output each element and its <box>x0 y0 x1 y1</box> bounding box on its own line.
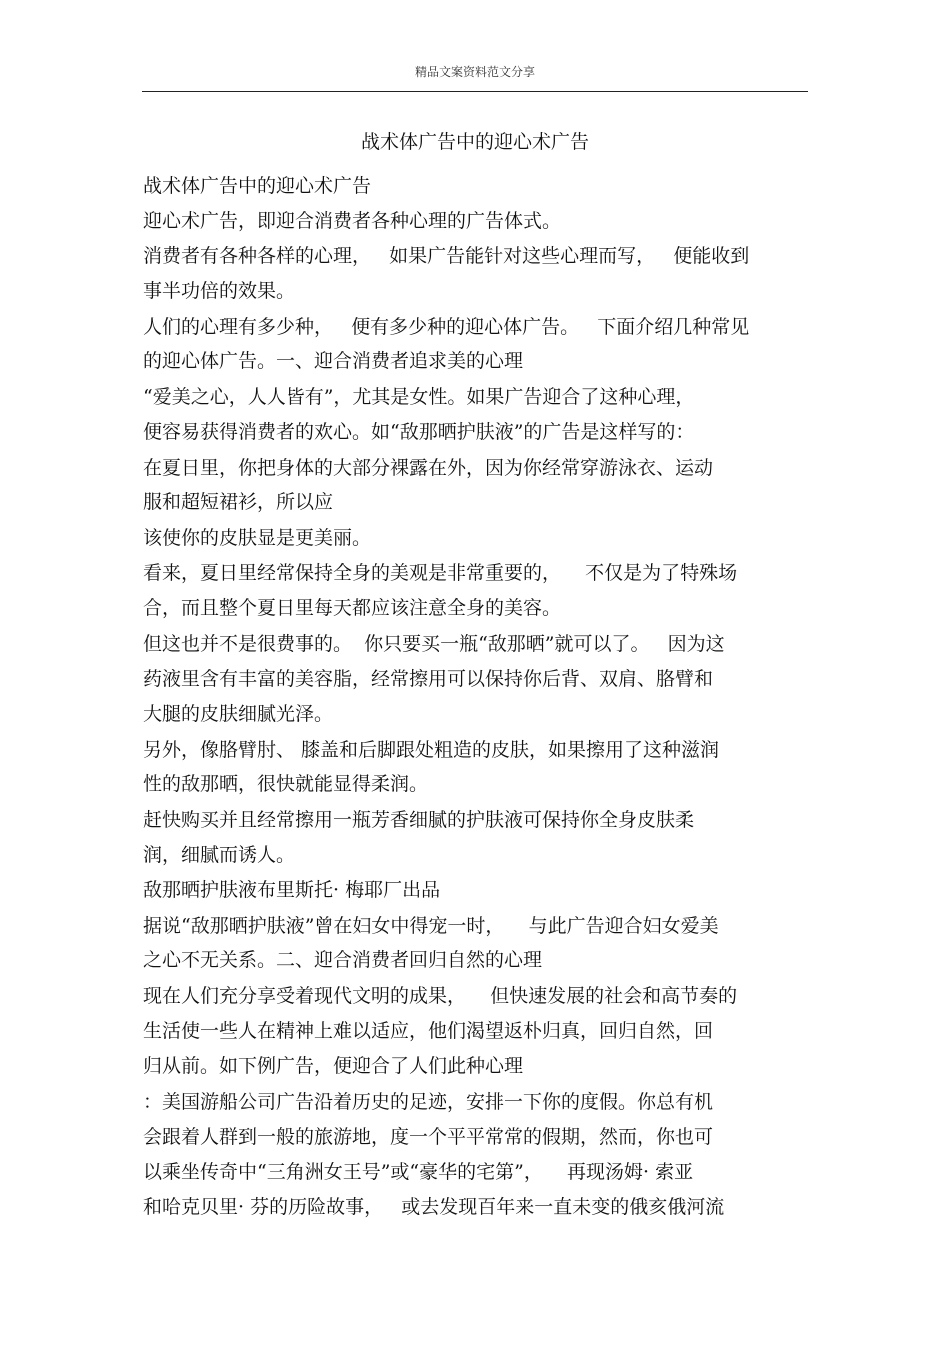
body-line: 药液里含有丰富的美容脂，经常擦用可以保持你后背、双肩、胳臂和 <box>143 668 714 690</box>
body-line: 服和超短裙衫，所以应 <box>143 491 334 513</box>
body-line: 战术体广告中的迎心术广告 <box>143 175 372 197</box>
body-line: 便容易获得消费者的欢心。如“敌那晒护肤液”的广告是这样写的： <box>143 421 695 443</box>
body-line: 归从前。如下例广告，便迎合了人们此种心理 <box>143 1055 524 1077</box>
body-line: “爱美之心，人人皆有”，尤其是女性。如果广告迎合了这种心理， <box>143 386 695 408</box>
body-line: 据说“敌那晒护肤液”曾在妇女中得宠一时， 与此广告迎合妇女爱美 <box>143 915 719 937</box>
body-line: 但这也并不是很费事的。 你只要买一瓶“敌那晒”就可以了。 因为这 <box>143 633 725 655</box>
body-line: 事半功倍的效果。 <box>143 280 296 302</box>
body-line: 消费者有各种各样的心理， 如果广告能针对这些心理而写， 便能收到 <box>143 245 750 267</box>
body-line: 另外，像胳臂肘、 膝盖和后脚跟处粗造的皮肤，如果擦用了这种滋润 <box>143 739 720 761</box>
body-line: 在夏日里，你把身体的大部分裸露在外，因为你经常穿游泳衣、运动 <box>143 457 714 479</box>
body-line: 敌那晒护肤液布里斯托· 梅耶厂出品 <box>143 879 441 901</box>
document-title: 战术体广告中的迎心术广告 <box>360 131 589 153</box>
body-line: 大腿的皮肤细腻光泽。 <box>143 703 334 725</box>
body-line: 迎心术广告，即迎合消费者各种心理的广告体式。 <box>143 210 562 232</box>
body-line: 合，而且整个夏日里每天都应该注意全身的美容。 <box>143 597 562 619</box>
body-line: 性的敌那晒，很快就能显得柔润。 <box>143 773 429 795</box>
body-line: 人们的心理有多少种， 便有多少种的迎心体广告。 下面介绍几种常见 <box>143 316 750 338</box>
body-line: 会跟着人群到一般的旅游地，度一个平平常常的假期，然而，你也可 <box>143 1126 714 1148</box>
body-line: 的迎心体广告。一、迎合消费者追求美的心理 <box>143 350 524 372</box>
body-line: 赶快购买并且经常擦用一瓶芳香细腻的护肤液可保持你全身皮肤柔 <box>143 809 695 831</box>
body-line: 润，细腻而诱人。 <box>143 844 296 866</box>
body-line: 该使你的皮肤显是更美丽。 <box>143 527 372 549</box>
body-line: 之心不无关系。二、迎合消费者回归自然的心理 <box>143 949 543 971</box>
body-line: 现在人们充分享受着现代文明的成果， 但快速发展的社会和高节奏的 <box>143 985 738 1007</box>
body-line: 以乘坐传奇中“三角洲女王号”或“豪华的宅第”， 再现汤姆· 索亚 <box>143 1161 694 1183</box>
body-line: ：美国游船公司广告沿着历史的足迹，安排一下你的度假。你总有机 <box>143 1091 714 1113</box>
body-line: 看来，夏日里经常保持全身的美观是非常重要的， 不仅是为了特殊场 <box>143 562 738 584</box>
page-header: 精品文案资料范文分享 <box>414 65 535 79</box>
body-line: 和哈克贝里· 芬的历险故事， 或去发现百年来一直未变的俄亥俄河流 <box>143 1196 725 1218</box>
header-rule <box>142 91 808 92</box>
body-line: 生活使一些人在精神上难以适应，他们渴望返朴归真，回归自然，回 <box>143 1020 714 1042</box>
